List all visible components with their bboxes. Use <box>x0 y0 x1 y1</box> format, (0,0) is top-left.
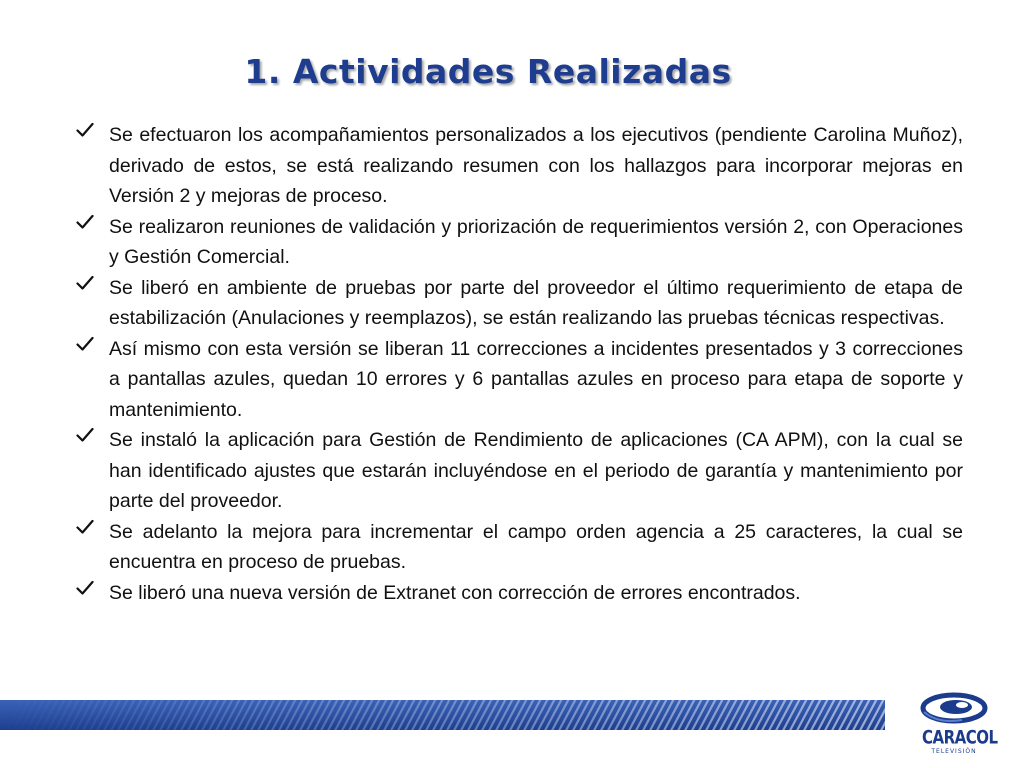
checkmark-icon <box>76 425 109 457</box>
bullet-text: Se efectuaron los acompañamientos personalizados a los ejecutivos (pendiente Carolina Muñoz), derivado de estos, se está realizando resumen con los hallazgos para incorporar mejoras en Versión 2 y mejoras de proceso. <box>109 124 963 207</box>
list-item <box>76 578 963 610</box>
caracol-swoosh-icon <box>918 690 990 726</box>
logo-subtitle: TELEVISIÓN <box>931 748 977 755</box>
list-item <box>76 120 963 212</box>
slide-title: 1. Actividades Realizadas <box>244 52 732 91</box>
bullet-text: Así mismo con esta versión se liberan 11 correcciones a incidentes presentados y 3 correcciones a pantallas azules, quedan 10 errores y 6 pantallas azules en proceso para etapa de soporte y mantenimiento. <box>109 337 963 421</box>
list-item <box>76 425 963 517</box>
list-item <box>76 212 963 273</box>
checkmark-icon <box>76 212 109 244</box>
bullet-text: Se liberó una nueva versión de Extranet con corrección de errores encontrados. <box>109 581 801 604</box>
bullet-text: Se realizaron reuniones de validación y priorización de requerimientos versión 2, con Operaciones y Gestión Comercial. <box>109 215 963 268</box>
footer-band <box>0 700 885 730</box>
list-item <box>76 334 963 426</box>
logo-wordmark: CARACOL <box>922 726 998 749</box>
bullet-list <box>76 120 963 610</box>
list-item <box>76 517 963 578</box>
checkmark-icon <box>76 273 109 305</box>
bullet-text: Se liberó en ambiente de pruebas por parte del proveedor el último requerimiento de etapa de estabilización (Anulaciones y reemplazos), se están realizando las pruebas técnicas respectivas. <box>109 276 963 329</box>
caracol-logo <box>918 690 998 760</box>
checkmark-icon <box>76 517 109 549</box>
bullet-text: Se adelanto la mejora para incrementar el campo orden agencia a 25 caracteres, la cual se encuentra en proceso de pruebas. <box>109 520 963 573</box>
checkmark-icon <box>76 334 109 366</box>
bullet-text: Se instaló la aplicación para Gestión de Rendimiento de aplicaciones (CA APM), con la cual se han identificado ajustes que estarán incluyéndose en el periodo de garantía y mantenimiento por parte del proveedor. <box>109 429 963 512</box>
checkmark-icon <box>76 578 109 610</box>
checkmark-icon <box>76 120 109 152</box>
list-item <box>76 273 963 334</box>
